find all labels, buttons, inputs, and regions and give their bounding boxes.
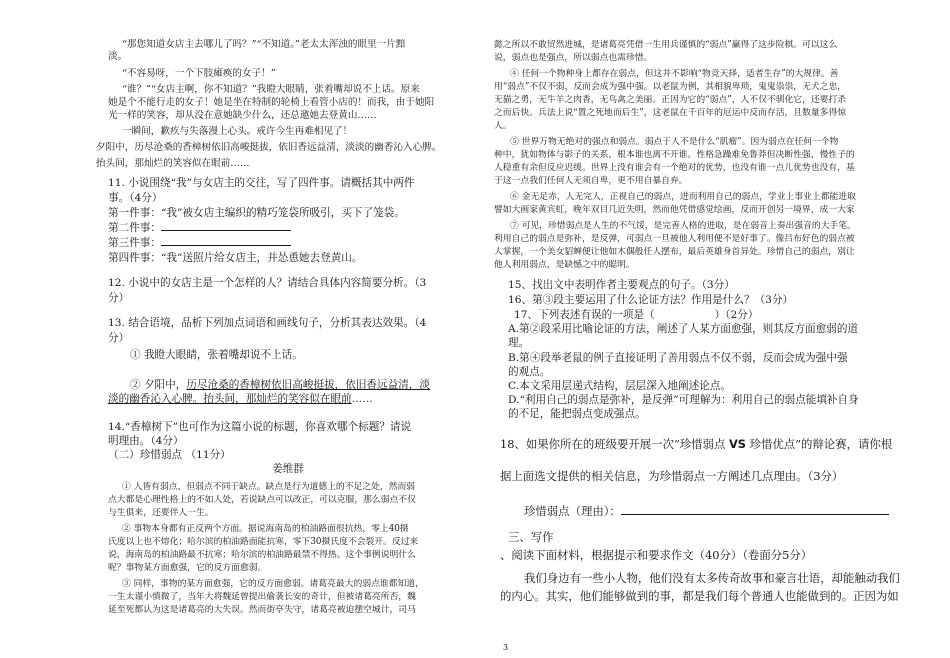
question-18-vs: VS (728, 437, 747, 451)
sentence-2-underlined-cont: 淡的幽香沁入心脾。抬头间，那灿烂的笑容似在眼前 (108, 393, 352, 405)
story-line: 抬头间，那灿烂的笑容似在眼前…… (96, 158, 250, 169)
event-1-label: 第一件事： (108, 207, 161, 219)
question-12-cont: 分） (108, 292, 130, 304)
option-a: A.第②段采用比喻论证的方法，阐述了人某方面愈强，则其反方面愈弱的道 (508, 323, 859, 335)
article-line: ⑥ 金无足赤，人无完人，正视自己的弱点，进而利用自己的弱点，学业上事业上都能进取 (510, 192, 856, 202)
event-2-answer-line[interactable] (161, 230, 291, 231)
article-line: 一生太谨小慎微了，当年大将魏延曾提出偷袭长安的奇计，但被诸葛亮所否，魏 (108, 592, 416, 602)
article-line: 与生俱来，还要伴人一生。 (108, 508, 214, 518)
article-line: ① 人皆有弱点，但弱点不同于缺点。缺点是行为道德上的不足之处，然而弱 (122, 482, 416, 492)
question-14-cont: 明理由。（4分） (108, 435, 184, 447)
story-line: 一瞬间，歉疚与失落漫上心头。戒许今生再难相见了！ (122, 126, 353, 137)
answer-label: 珍惜弱点（理由）： (524, 504, 621, 518)
event-3-answer-line[interactable] (161, 245, 291, 246)
article-line: 人稳重有余但反应迟缓。世界上没有谁会有一个绝对的优势，也没有谁一点儿优势也没有，基 (494, 163, 855, 173)
sentence-2-suffix: …… (351, 393, 373, 405)
article-line: 人。 (494, 121, 512, 131)
option-a-cont: 理。 (508, 337, 530, 349)
article-line: ⑦ 可见，珍惜弱点是人生的不气馁，是完善人格的进取，是在弱音上奏出强音的大手笔。 (510, 221, 856, 231)
story-line: “谁？”“女店主啊，你不知道？”我瞪大眼睛，张着嘴却说不上话。原来 (122, 84, 420, 95)
question-12: 12. 小说中的女店主是一个怎样的人？请结合具体内容简要分析。（3 (108, 277, 427, 289)
article-line: 譬如大画家黄宾虹，晚年双目几近失明，然而他凭借感觉绘画，反而开创另一境界，成一大家 (494, 205, 855, 215)
question-18 (500, 437, 892, 452)
event-1-text: “我”被女店主编织的精巧笼袋所吸引，买下了笼袋。 (160, 207, 405, 219)
question-17-score: ）（2分） (714, 309, 759, 321)
question-14: 14.“香樟树下”也可作为这篇小说的标题，你喜欢哪个标题？请说 (108, 421, 412, 433)
article-author: 姜维群 (272, 463, 304, 475)
question-13: 13. 结合语境，品析下列加点词语和画线句子，分析其表达效果。（4 (108, 317, 427, 329)
option-b: B.第④段举老鼠的例子直接证明了善用弱点不仅不弱，反而会成为强中强 (508, 352, 848, 364)
question-13-cont: 分） (108, 332, 130, 344)
event-1 (108, 206, 405, 220)
event-4-text: “我”送照片给女店主，并怂恿她去登黄山。 (160, 252, 363, 264)
article-line: ② 事物本身都有正反两个方面。据说海南岛的柏油路面很抗热，零上40摄 (122, 524, 409, 534)
event-4-label: 第四件事： (108, 252, 161, 264)
article-line: ⑤ 世界万物无绝对的强点和弱点。弱点于人不是什么“肌瘤”。因为弱点在任何一个物 (510, 137, 839, 147)
section-2-heading: （二）珍惜弱点 （11分） (108, 449, 231, 461)
composition-prompt: 、阅读下面材料，根据提示和要求作文（40分）（卷面分5分） (500, 548, 813, 562)
article-line: 呢？事物某方面愈强，它的反方面愈弱。 (108, 563, 267, 573)
story-line: 她是个不能行走的女子！她是坐在特制的轮椅上看管小店的！而我，由于她阳 (108, 97, 435, 108)
article-line: 人掌握，一个美女貂蝉便让他如木偶般任人摆布，最后英雄身首异处。珍惜自己的弱点，别让 (494, 247, 855, 257)
article-line: 他人利用弱点，是缺憾之中的聪明。 (494, 260, 635, 270)
article-line: 说，弱点也是强点，所以弱点也需珍惜。 (494, 53, 653, 63)
option-d-cont: 的不足，能把弱点变成强点。 (508, 408, 646, 420)
option-d: D.“利用自己的弱点是弥补，是反弹”可理解为：利用自己的弱点能填补自身 (508, 394, 859, 406)
article-line: 说，海南岛的柏油路最不抗寒；哈尔滨的柏油路最禁不得热。这个事例说明什么 (108, 550, 416, 560)
option-b-cont: 的观点。 (508, 366, 551, 378)
material-line: 的内心。其实，他们能够做到的事，都是我们每个普通人也能做到的。正因为如 (500, 589, 899, 603)
article-line: 利用自己的弱点是弥补，是反弹，可弱点一旦被他人利用便不是好事了。像吕布好色的弱点被 (494, 234, 855, 244)
sentence-2-cont (108, 392, 373, 406)
question-18-text-cont: 珍惜优点”的辩论赛，请你根 (746, 437, 893, 451)
article-line: 懿之所以不敢贸然进城，是诸葛亮凭借一生用兵谨慎的“弱点”赢得了这步险棋。可以这么 (494, 40, 838, 50)
answer-line[interactable] (621, 514, 889, 515)
article-line: 于这一点我们任何人无须自卑，更不用自暴自弃。 (494, 176, 688, 186)
sentence-1: ① 我瞪大眼睛，张着嘴却说不上话。 (130, 349, 303, 361)
event-3-label: 第三件事： (108, 237, 161, 249)
article-line: 种中，犹如物体与影子的关系，根本谁也离不开谁。性格急躁难免鲁莽但决断性强，慢性子的 (494, 150, 855, 160)
event-4 (108, 251, 363, 265)
article-line: ④ 任何一个物种身上都存在弱点，但这并不影响“物竞天择，适者生存”的大规律。善 (510, 69, 839, 79)
sentence-2-prefix: ② 夕阳中， (130, 379, 187, 391)
article-line: 之而后快。兵法上说“置之死地而后生”，这老鼠在千百年的厄运中反而存活，且数量多得惊 (494, 108, 847, 118)
event-3 (108, 236, 291, 250)
section-3-heading: 三、写作 (508, 530, 554, 544)
material-line: 我们身边有一些小人物，他们没有太多传奇故事和豪言壮语，却能触动我们 (524, 571, 900, 585)
question-11-cont: 事。（4分） (108, 192, 163, 204)
question-11: 11. 小说围绕“我”与女店主的交往，写了四件事。请概括其中两件 (108, 177, 415, 189)
question-15: 15、找出文中表明作者主要观点的句子。（3分） (508, 279, 735, 291)
question-17-stem: 17、下列表述有误的一项是（ (514, 309, 655, 321)
option-c: C.本文采用层递式结构，层层深入地阐述论点。 (508, 380, 731, 392)
story-line: 淡。 (108, 51, 128, 62)
question-18-text: 18、如果你所在的班级要开展一次“珍惜弱点 (500, 437, 729, 451)
question-16: 16、第③段主要运用了什么论证方法？作用是什么？（3分） (508, 294, 794, 306)
article-line: ③ 同样，事物的某方面愈强，它的反方面愈弱。诸葛亮最大的弱点谁都知道， (122, 579, 424, 589)
sentence-2 (130, 378, 430, 392)
story-line: 光一样的笑容，却从没在意她缺少什么，还总邀她去登黄山…… (108, 110, 377, 121)
article-line: 点大都是心理性格上的不如人处，若说缺点可以改正，可以克服，那么弱点不仅 (108, 495, 416, 505)
page-number: 3 (503, 643, 509, 652)
story-line: 夕阳中，历尽沧桑的香樟树依旧高峻挺拔，依旧香远益清，淡淡的幽香沁入心脾。 (96, 142, 442, 153)
event-2 (108, 221, 291, 235)
event-2-label: 第二件事： (108, 222, 161, 234)
article-line: 用“弱点”不仅不弱，反而会成为强中强。以老鼠为例，其相貌卑琐，鬼鬼祟祟，无犬之忠， (494, 82, 847, 92)
article-line: 延至死都认为这是诸葛亮的大失误。然而街亭失守，诸葛亮被迫摆空城计，司马 (108, 605, 416, 615)
story-line: “不容易呀，一个下肢瘫痪的女子！” (122, 68, 276, 79)
sentence-2-underlined: 历尽沧桑的香樟树依旧高峻挺拔，依旧香远益清，淡 (186, 379, 430, 391)
question-18-cont: 据上面选文提供的相关信息，为珍惜弱点一方阐述几点理由。（3分） (500, 469, 844, 483)
story-line: “那您知道女店主去哪儿了吗？”“不知道。”老太太浑浊的眼里一片黯 (122, 39, 406, 50)
question-17 (514, 308, 758, 322)
article-line: 无猫之勇，无牛羊之肉香，无鸟禽之美丽。正因为它的“弱点”，人不仅不驯化它，还要打杀 (494, 95, 847, 105)
article-line: 氏度以上也不熔化；哈尔滨的柏油路面能抗寒，零下30摄氏度不会裂开。反过来 (108, 537, 419, 547)
question-18-answer (524, 504, 889, 519)
